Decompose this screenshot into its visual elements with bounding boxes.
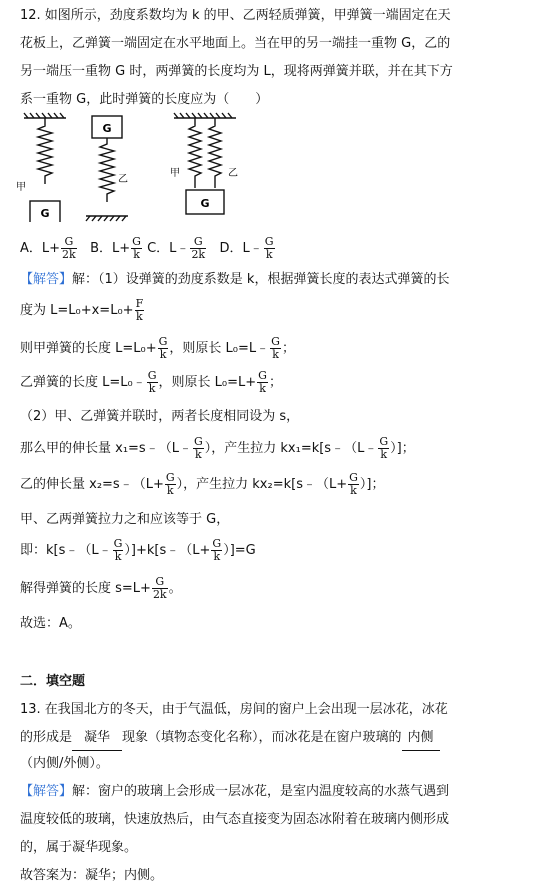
option-a[interactable]: A．L+ <box>20 241 61 256</box>
fig3-jia-label: 甲 <box>170 168 180 179</box>
solution-line5: （2）甲、乙弹簧并联时，两者长度相同设为 s， <box>20 409 300 424</box>
q12-options: A．L+ $\frac{G}{2k}$ B．L+ $\frac{G}{k}$ C．L﹣ $\frac{G}{2k}$ D．L﹣ $\frac{G}{k}$ <box>20 235 274 261</box>
solution-line4: 乙弹簧的长度 L=L₀﹣ $\frac{G}{k}$ ，则原长 L₀=L+ $\frac{G}{k}$ ； <box>20 369 282 395</box>
solution-line8: 甲、乙两弹簧拉力之和应该等于 G， <box>20 512 230 527</box>
solution-line6: 那么甲的伸长量 x₁=s﹣（L﹣ $\frac{G}{k}$ ），产生拉力 kx₁=k[s﹣（L﹣ $\frac{G}{k}$ ）]； <box>20 435 415 461</box>
option-d[interactable]: D．L﹣ <box>219 241 263 256</box>
fig2-weight-label: G <box>102 122 112 135</box>
fig1-jia-label: 甲 <box>16 182 26 193</box>
fig1-weight-label: G <box>40 207 50 220</box>
fig3-yi-label: 乙 <box>228 168 238 179</box>
spring-figure <box>14 112 284 222</box>
blank-2: 内侧 <box>402 726 440 751</box>
solution-line1: 【解答】解：（1）设弹簧的劲度系数是 k，根据弹簧长度的表达式弹簧的长 <box>20 272 450 287</box>
q13-solution-line1: 【解答】解：窗户的玻璃上会形成一层冰花，是室内温度较高的水蒸气遇到 <box>20 784 450 799</box>
section-title: 二．填空题 <box>20 674 86 689</box>
q13-line2: 的形成是 凝华 现象（填物态变化名称），而冰花是在窗户玻璃的 内侧 <box>20 726 525 751</box>
q13-line1: 13. 在我国北方的冬天，由于气温低，房间的窗户上会出现一层冰花，冰花 <box>20 702 448 717</box>
solution-line7: 乙的伸长量 x₂=s﹣（L+ $\frac{G}{k}$ ），产生拉力 kx₂=k[s﹣（L+ $\frac{G}{k}$ ）]； <box>20 471 385 497</box>
solution-line2: 度为 L=L₀+x=L₀+ $\frac{F}{k}$ <box>20 297 144 323</box>
q13-line3: （内侧/外侧）。 <box>20 756 109 771</box>
q12-line3: 另一端压一重物 G 时，两弹簧的长度均为 L，现将两弹簧并联，并在其下方 <box>20 64 453 79</box>
q13-solution-line2: 温度较低的玻璃，快速放热后，由气态直接变为固态冰附着在玻璃内侧形成 <box>20 812 450 827</box>
solution-line9: 即：k[s﹣（L﹣ $\frac{G}{k}$ ）]+k[s﹣（L+ $\frac{G}{k}$ ）]=G <box>20 537 256 563</box>
q12-line2: 花板上，乙弹簧一端固定在水平地面上。当在甲的另一端挂一重物 G，乙的 <box>20 36 451 51</box>
answer-tag: 【解答】 <box>20 272 73 287</box>
q13-solution-line4: 故答案为：凝华；内侧。 <box>20 868 164 883</box>
q12-line1: 12. 如图所示，劲度系数均为 k 的甲、乙两轻质弹簧，甲弹簧一端固定在天 <box>20 8 451 23</box>
q13-solution-line3: 的，属于凝华现象。 <box>20 840 138 855</box>
fig2-yi-label: 乙 <box>118 174 128 185</box>
blank-1: 凝华 <box>72 726 122 751</box>
solution-line3: 则甲弹簧的长度 L=L₀+ $\frac{G}{k}$ ，则原长 L₀=L﹣ $\frac{G}{k}$ ； <box>20 335 295 361</box>
solution-line11: 故选：A。 <box>20 616 81 631</box>
q12-line4: 系一重物 G，此时弹簧的长度应为（ ） <box>20 92 269 107</box>
solution-line10: 解得弹簧的长度 s=L+ $\frac{G}{2k}$ 。 <box>20 575 182 601</box>
option-c[interactable]: C．L﹣ <box>147 241 190 256</box>
fig3-weight-label: G <box>200 197 210 210</box>
answer-tag: 【解答】 <box>20 784 73 799</box>
option-b[interactable]: B．L+ <box>90 241 131 256</box>
